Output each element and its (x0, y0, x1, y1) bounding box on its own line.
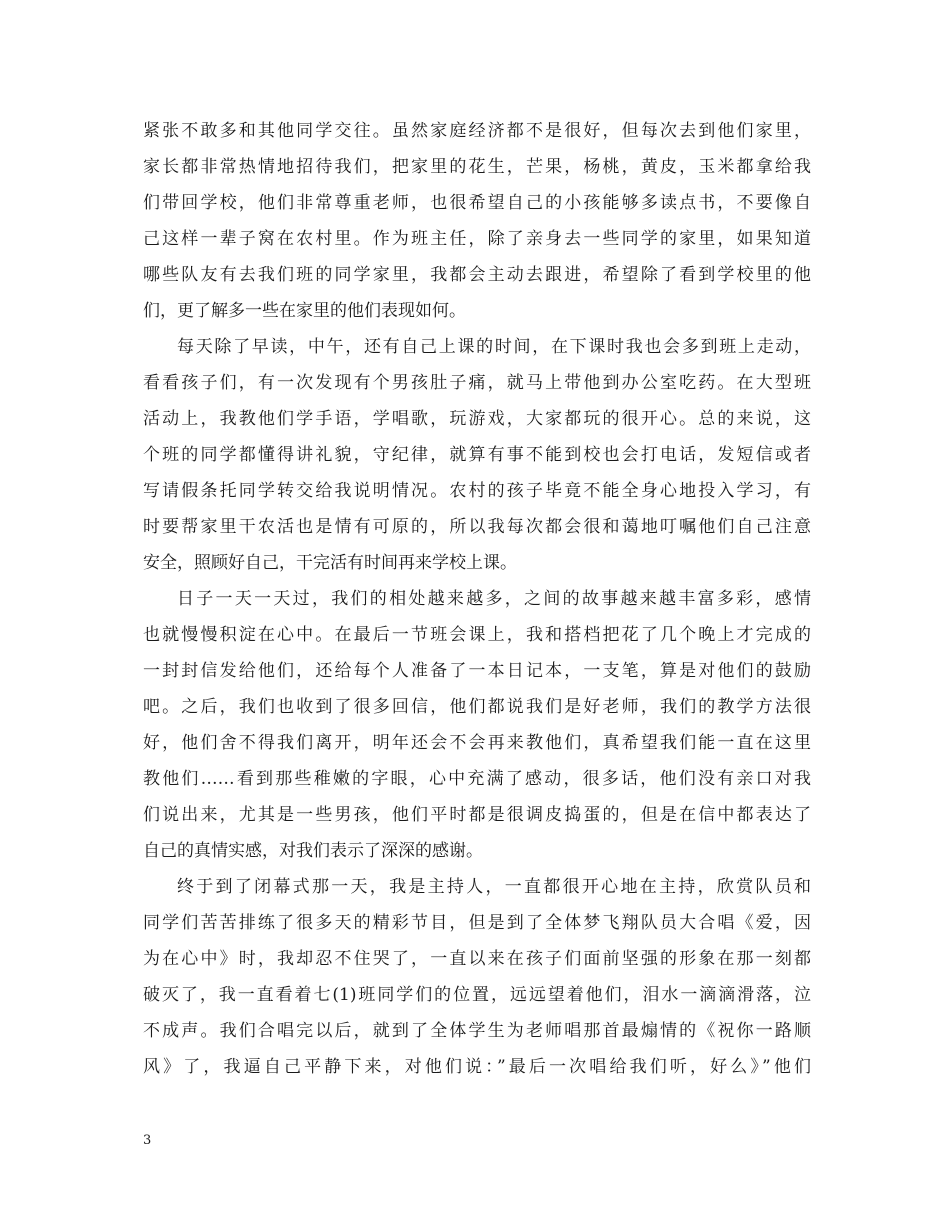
text-line: 自己的真情实感，对我们表示了深深的感谢。 (143, 841, 483, 861)
text-line: 家长都非常热情地招待我们，把家里的花生，芒果，杨桃，黄皮，玉米都拿给我 (143, 157, 811, 177)
text-line: 们带回学校，他们非常尊重老师，也很希望自己的小孩能够多读点书，不要像自 (143, 193, 811, 213)
text-line: 安全，照顾好自己，干完活有时间再来学校上课。 (143, 553, 517, 573)
text-line: 风》了，我逼自己平静下来，对他们说：”最后一次唱给我们听，好么》”他们 (143, 1057, 811, 1077)
text-line: 活动上，我教他们学手语，学唱歌，玩游戏，大家都玩的很开心。总的来说，这 (143, 409, 811, 429)
paragraph (143, 869, 811, 1085)
text-line: 终于到了闭幕式那一天，我是主持人，一直都很开心地在主持，欣赏队员和 (177, 877, 811, 897)
text-line: 哪些队友有去我们班的同学家里，我都会主动去跟进，希望除了看到学校里的他 (143, 265, 811, 285)
paragraph (143, 113, 811, 329)
text-line: 日子一天一天过，我们的相处越来越多，之间的故事越来越丰富多彩，感情 (177, 589, 811, 609)
text-line: 己这样一辈子窝在农村里。作为班主任，除了亲身去一些同学的家里，如果知道 (143, 229, 811, 249)
text-line: 一封封信发给他们，还给每个人准备了一本日记本，一支笔，算是对他们的鼓励 (143, 661, 811, 681)
text-line: 每天除了早读，中午，还有自己上课的时间，在下课时我也会多到班上走动， (177, 337, 811, 357)
text-line: 看看孩子们，有一次发现有个男孩肚子痛，就马上带他到办公室吃药。在大型班 (143, 373, 811, 393)
text-line: 个班的同学都懂得讲礼貌，守纪律，就算有事不能到校也会打电话，发短信或者 (143, 445, 811, 465)
text-line: 破灭了，我一直看着七(1)班同学们的位置，远远望着他们，泪水一滴滴滑落，泣 (143, 985, 811, 1005)
document-body (143, 113, 811, 1085)
text-line: 时要帮家里干农活也是情有可原的，所以我每次都会很和蔼地叮嘱他们自己注意 (143, 517, 811, 537)
text-line: 们说出来，尤其是一些男孩，他们平时都是很调皮捣蛋的，但是在信中都表达了 (143, 805, 811, 825)
page-number: 3 (143, 1133, 152, 1148)
text-line: 吧。之后，我们也收到了很多回信，他们都说我们是好老师，我们的教学方法很 (143, 697, 811, 717)
text-line: 好，他们舍不得我们离开，明年还会不会再来教他们，真希望我们能一直在这里 (143, 733, 811, 753)
text-line: 为在心中》时，我却忍不住哭了，一直以来在孩子们面前坚强的形象在那一刻都 (143, 949, 811, 969)
text-line: 教他们……看到那些稚嫩的字眼，心中充满了感动，很多话，他们没有亲口对我 (143, 769, 811, 789)
text-line: 同学们苦苦排练了很多天的精彩节目，但是到了全体梦飞翔队员大合唱《爱，因 (143, 913, 811, 933)
text-line: 紧张不敢多和其他同学交往。虽然家庭经济都不是很好，但每次去到他们家里， (143, 121, 811, 141)
text-line: 也就慢慢积淀在心中。在最后一节班会课上，我和搭档把花了几个晚上才完成的 (143, 625, 811, 645)
paragraph (143, 581, 811, 869)
text-line: 写请假条托同学转交给我说明情况。农村的孩子毕竟不能全身心地投入学习，有 (143, 481, 811, 501)
paragraph (143, 329, 811, 581)
text-line: 们，更了解多一些在家里的他们表现如何。 (143, 301, 466, 321)
text-line: 不成声。我们合唱完以后，就到了全体学生为老师唱那首最煽情的《祝你一路顺 (143, 1021, 811, 1041)
